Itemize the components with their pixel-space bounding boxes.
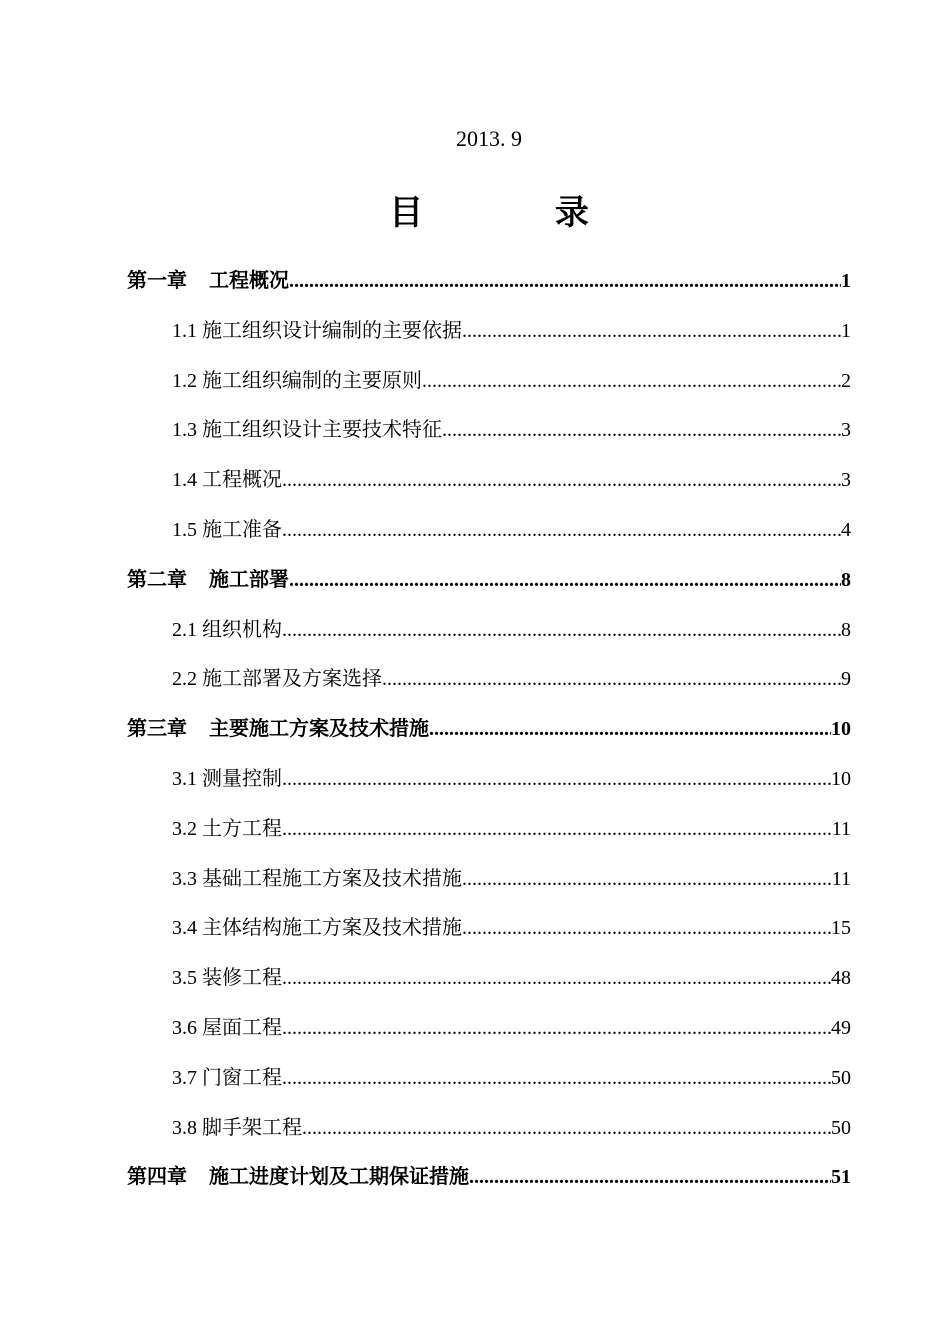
toc-section-title: 2.2 施工部署及方案选择 — [172, 668, 382, 691]
toc-page-number: 1 — [841, 319, 851, 342]
toc-leader-dots — [282, 954, 831, 1004]
toc-section-title: 1.2 施工组织编制的主要原则 — [172, 369, 422, 392]
toc-leader-dots — [282, 755, 831, 805]
toc-page-number: 10 — [831, 767, 851, 790]
toc-leader-dots — [289, 556, 841, 606]
toc-page-number: 3 — [841, 469, 851, 492]
toc-page-number: 50 — [831, 1116, 851, 1139]
toc-page-number: 3 — [841, 419, 851, 442]
toc-page-number: 11 — [831, 817, 851, 840]
toc-chapter-title: 施工进度计划及工期保证措施 — [209, 1166, 469, 1189]
toc-section-title: 1.4 工程概况 — [172, 469, 282, 492]
toc-page-number: 11 — [831, 867, 851, 890]
toc-chapter-label — [127, 257, 289, 307]
toc-leader-dots — [282, 1054, 831, 1104]
toc-page-number: 9 — [841, 668, 851, 691]
toc-leader-dots — [462, 904, 831, 954]
toc-leader-dots — [442, 406, 841, 456]
toc-chapter-label — [127, 556, 289, 606]
toc-section-3-3[interactable] — [127, 855, 851, 905]
toc-section-3-7[interactable] — [127, 1054, 851, 1104]
toc-leader-dots — [462, 307, 841, 357]
toc-leader-dots — [282, 456, 841, 506]
toc-page-number: 8 — [841, 618, 851, 641]
toc-section-3-8[interactable] — [127, 1104, 851, 1154]
toc-leader-dots — [429, 705, 831, 755]
toc-chapter-number: 第四章 — [127, 1166, 187, 1189]
toc-section-1-2[interactable] — [127, 357, 851, 407]
toc-chapter-number: 第二章 — [127, 568, 187, 591]
toc-section-3-2[interactable] — [127, 805, 851, 855]
toc-page-number: 48 — [831, 967, 851, 990]
toc-section-title: 3.4 主体结构施工方案及技术措施 — [172, 917, 462, 940]
toc-leader-dots — [289, 257, 841, 307]
toc-leader-dots — [282, 1004, 831, 1054]
toc-section-title: 3.7 门窗工程 — [172, 1066, 282, 1089]
table-of-contents — [127, 257, 851, 1203]
toc-section-2-2[interactable] — [127, 655, 851, 705]
toc-page-number: 10 — [831, 718, 851, 741]
toc-section-title: 3.3 基础工程施工方案及技术措施 — [172, 867, 462, 890]
toc-section-1-1[interactable] — [127, 307, 851, 357]
toc-chapter-3[interactable] — [127, 705, 851, 755]
document-date: 2013. 9 — [456, 126, 522, 151]
toc-leader-dots — [282, 805, 832, 855]
toc-section-title: 3.6 屋面工程 — [172, 1016, 282, 1039]
toc-chapter-2[interactable] — [127, 556, 851, 606]
toc-page-number: 1 — [841, 270, 851, 292]
toc-leader-dots — [302, 1104, 831, 1154]
toc-chapter-label — [127, 1153, 469, 1203]
toc-section-title: 3.8 脚手架工程 — [172, 1116, 302, 1139]
toc-page-number: 51 — [831, 1166, 851, 1189]
toc-chapter-title: 主要施工方案及技术措施 — [209, 718, 429, 741]
toc-leader-dots — [282, 506, 841, 556]
toc-section-1-5[interactable] — [127, 506, 851, 556]
toc-section-3-1[interactable] — [127, 755, 851, 805]
toc-section-3-6[interactable] — [127, 1004, 851, 1054]
toc-chapter-title: 工程概况 — [209, 270, 289, 292]
toc-chapter-label — [127, 705, 429, 755]
toc-leader-dots — [462, 855, 832, 905]
toc-chapter-1[interactable] — [127, 257, 851, 307]
toc-section-title: 3.5 装修工程 — [172, 967, 282, 990]
toc-chapter-title: 施工部署 — [209, 568, 289, 591]
toc-chapter-4[interactable] — [127, 1153, 851, 1203]
toc-chapter-number: 第三章 — [127, 718, 187, 741]
toc-section-3-4[interactable] — [127, 904, 851, 954]
toc-section-title: 1.3 施工组织设计主要技术特征 — [172, 419, 442, 442]
toc-title: 目 录 — [389, 193, 649, 233]
toc-leader-dots — [469, 1153, 831, 1203]
toc-leader-dots — [382, 655, 841, 705]
toc-page-number: 8 — [841, 568, 851, 591]
toc-section-2-1[interactable] — [127, 606, 851, 656]
toc-chapter-number: 第一章 — [127, 270, 187, 292]
toc-section-3-5[interactable] — [127, 954, 851, 1004]
toc-section-1-3[interactable] — [127, 406, 851, 456]
toc-section-title: 2.1 组织机构 — [172, 618, 282, 641]
toc-section-title: 1.5 施工准备 — [172, 518, 282, 541]
toc-leader-dots — [422, 357, 841, 407]
toc-section-1-4[interactable] — [127, 456, 851, 506]
toc-page-number: 2 — [841, 369, 851, 392]
toc-page-number: 4 — [841, 518, 851, 541]
toc-section-title: 3.1 测量控制 — [172, 767, 282, 790]
toc-section-title: 3.2 土方工程 — [172, 817, 282, 840]
toc-page-number: 49 — [831, 1016, 851, 1039]
toc-section-title: 1.1 施工组织设计编制的主要依据 — [172, 319, 462, 342]
toc-leader-dots — [282, 606, 841, 656]
toc-page-number: 50 — [831, 1066, 851, 1089]
toc-page-number: 15 — [831, 917, 851, 940]
